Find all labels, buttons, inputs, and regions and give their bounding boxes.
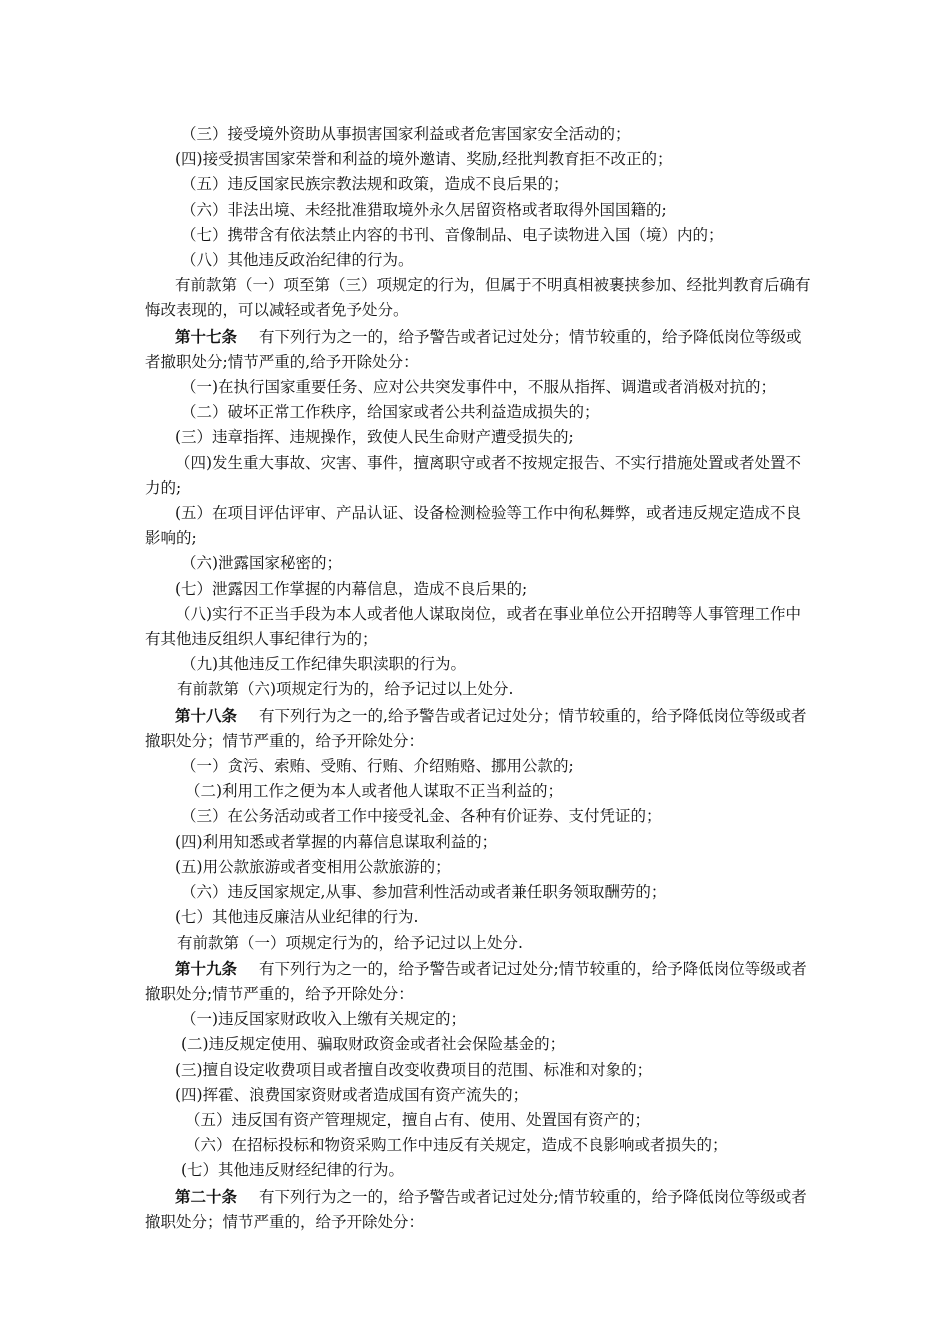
- clause-item: (四)利用知悉或者掌握的内幕信息谋取利益的；: [175, 832, 498, 851]
- article-heading: 第十九条: [175, 958, 238, 978]
- clause-item: (四)接受损害国家荣誉和利益的境外邀请、奖励,经批判教育拒不改正的；: [175, 150, 673, 169]
- clause-item: （五）违反国有资产管理规定，擅自占有、使用、处置国有资产的；: [185, 1110, 651, 1129]
- clause-item: （六)泄露国家秘密的；: [181, 554, 343, 573]
- clause-item: (七）其他违反财经纪律的行为。: [181, 1161, 405, 1180]
- article-19: [145, 956, 813, 1184]
- clause-item: （二)利用工作之便为本人或者他人谋取不正当利益的；: [185, 782, 564, 801]
- article-18: [145, 703, 813, 956]
- clause-item: （六）非法出境、未经批准猎取境外永久居留资格或者取得外国国籍的;: [181, 200, 667, 219]
- clause-item: （七）携带含有依法禁止内容的书刊、音像制品、电子读物进入国（境）内的；: [181, 225, 724, 244]
- article-17: [145, 324, 813, 703]
- clause-item: （六）违反国家规定,从事、参加营利性活动或者兼任职务领取酬劳的；: [181, 883, 667, 902]
- article-body: 有下列行为之一的，给予警告或者记过处分；情节较重的，给予降低岗位等级或者撤职处分;情节严重的,给予开除处分：: [145, 327, 802, 371]
- article-intro: [145, 324, 813, 375]
- clause-item: (二)违反规定使用、骗取财政资金或者社会保险基金的；: [181, 1035, 566, 1054]
- clause-item: （二）破坏正常工作秩序，给国家或者公共利益造成损失的；: [181, 403, 600, 422]
- clause-item: (四)挥霍、浪费国家资财或者造成国有资产流失的；: [175, 1085, 529, 1104]
- clause-item: （一）贪污、索贿、受贿、行贿、介绍贿赂、挪用公款的;: [181, 757, 574, 776]
- article-heading: 第二十条: [175, 1186, 238, 1206]
- clause-item: （八）其他违反政治纪律的行为。: [181, 251, 414, 270]
- clause-item: (七）泄露因工作掌握的内幕信息，造成不良后果的;: [175, 579, 528, 598]
- clause-item: （四)发生重大事故、灾害、事件，擅离职守或者不按规定报告、不实行措施处置或者处置不力的;: [145, 453, 802, 497]
- clause-item: （五）违反国家民族宗教法规和政策，造成不良后果的；: [181, 175, 569, 194]
- clause-item: (五）在项目评估评审、产品认证、设备检测检验等工作中徇私舞弊，或者违反规定造成不良影响的;: [145, 504, 802, 548]
- clause-note: 有前款第（六)项规定行为的，给予记过以上处分.: [177, 680, 514, 699]
- clause-item: (三）违章指挥、违规操作，致使人民生命财产遭受损失的;: [175, 428, 574, 447]
- clause-item: （九)其他违反工作纪律失职渎职的行为。: [181, 655, 467, 674]
- article-body: 有下列行为之一的，给予警告或者记过处分;情节较重的，给予降低岗位等级或者撤职处分；情节严重的，给予开除处分：: [145, 1187, 807, 1231]
- clause-item: （六）在招标投标和物资采购工作中违反有关规定，造成不良影响或者损失的；: [185, 1136, 728, 1155]
- clause-item: (三)擅自设定收费项目或者擅自改变收费项目的范围、标准和对象的；: [175, 1060, 653, 1079]
- clause-note: 有前款第（一）项规定行为的，给予记过以上处分.: [177, 933, 523, 952]
- document-page: [145, 122, 813, 1235]
- article-body: 有下列行为之一的,给予警告或者记过处分；情节较重的，给予降低岗位等级或者撤职处分；情节严重的，给予开除处分：: [145, 706, 807, 750]
- article-intro: [145, 703, 813, 754]
- clause-item: （三）接受境外资助从事损害国家利益或者危害国家安全活动的；: [181, 125, 631, 143]
- article-heading: 第十八条: [175, 705, 238, 725]
- article-intro: [145, 1184, 813, 1235]
- article-heading: 第十七条: [175, 326, 238, 346]
- clause-item: （一)在执行国家重要任务、应对公共突发事件中，不服从指挥、调遣或者消极对抗的；: [181, 378, 777, 397]
- clause-item: (五)用公款旅游或者变相用公款旅游的；: [175, 857, 451, 876]
- article-20: [145, 1184, 813, 1235]
- article-body: 有下列行为之一的，给予警告或者记过处分;情节较重的，给予降低岗位等级或者撤职处分;情节严重的，给予开除处分：: [145, 959, 807, 1003]
- article-intro: [145, 956, 813, 1007]
- clause-item: (七）其他违反廉洁从业纪律的行为.: [175, 908, 419, 927]
- clause-item: （一)违反国家财政收入上缴有关规定的；: [181, 1010, 467, 1029]
- clause-note: 有前款第（一）项至第（三）项规定的行为，但属于不明真相被裹挟参加、经批判教育后确有悔改表现的，可以减轻或者免予处分。: [145, 276, 811, 320]
- clause-item: （三）在公务活动或者工作中接受礼金、各种有价证券、支付凭证的；: [181, 807, 662, 826]
- clause-list-political: [145, 122, 813, 324]
- clause-item: （八)实行不正当手段为本人或者他人谋取岗位，或者在事业单位公开招聘等人事管理工作中有其他违反组织人事纪律行为的；: [145, 604, 802, 649]
